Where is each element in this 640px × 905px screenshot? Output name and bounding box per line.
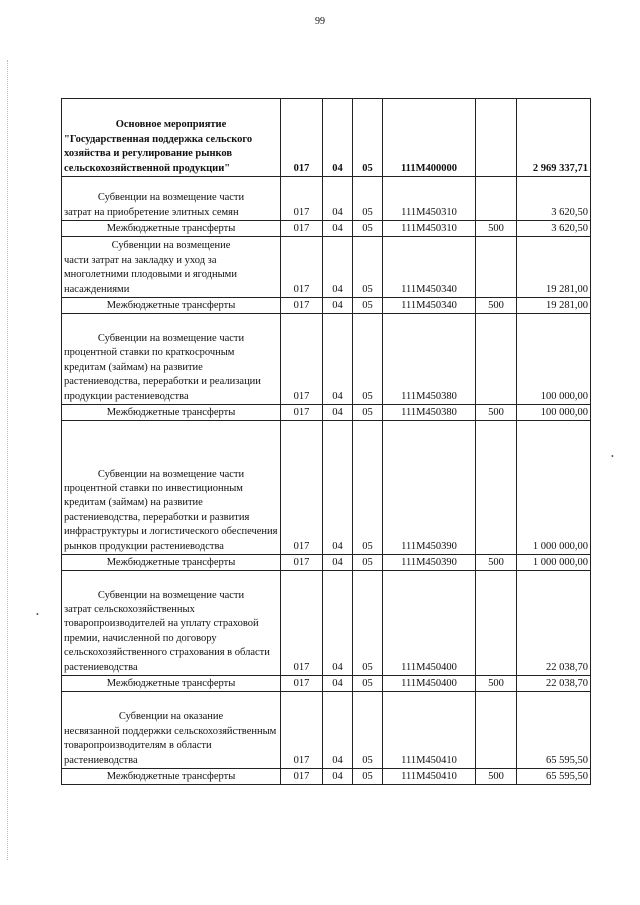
- cell-gr: 017: [281, 421, 323, 555]
- table-row: [62, 177, 591, 221]
- cell-pr: 05: [353, 555, 383, 571]
- cell-vr: 500: [476, 405, 517, 421]
- cell-gr: 017: [281, 99, 323, 177]
- row-description: [62, 221, 281, 237]
- cell-vr: 500: [476, 769, 517, 785]
- cell-gr: 017: [281, 221, 323, 237]
- cell-vr: 500: [476, 221, 517, 237]
- table-row: [62, 314, 591, 405]
- cell-csr: 111M450380: [383, 405, 476, 421]
- cell-rz: 04: [323, 314, 353, 405]
- row-description: [62, 769, 281, 785]
- cell-rz: 04: [323, 298, 353, 314]
- cell-gr: 017: [281, 298, 323, 314]
- cell-rz: 04: [323, 221, 353, 237]
- row-description: [62, 177, 281, 221]
- cell-pr: 05: [353, 676, 383, 692]
- cell-rz: 04: [323, 769, 353, 785]
- cell-vr: 500: [476, 298, 517, 314]
- cell-amount: 65 595,50: [517, 769, 591, 785]
- row-description-lead: Межбюджетные трансферты: [106, 406, 236, 418]
- row-description: [62, 99, 281, 177]
- cell-csr: 111M450400: [383, 676, 476, 692]
- row-description-lead: Субвенции на возмещение: [111, 240, 231, 252]
- cell-pr: 05: [353, 221, 383, 237]
- cell-vr: [476, 314, 517, 405]
- cell-rz: 04: [323, 421, 353, 555]
- cell-amount: 22 038,70: [517, 571, 591, 676]
- cell-rz: 04: [323, 405, 353, 421]
- cell-gr: 017: [281, 676, 323, 692]
- row-description-lead: Субвенции на возмещение части: [97, 332, 245, 344]
- row-description: [62, 676, 281, 692]
- cell-amount: 3 620,50: [517, 177, 591, 221]
- cell-rz: 04: [323, 99, 353, 177]
- cell-gr: 017: [281, 405, 323, 421]
- row-description: [62, 314, 281, 405]
- row-description-text: процентной ставки по инвестиционным кредитам (займам) на развитие растениеводства, переработки и развития инфраструктуры и логистического обеспечения рынков продукции растениеводства: [64, 482, 278, 552]
- page-number: 99: [315, 16, 325, 27]
- cell-amount: 19 281,00: [517, 237, 591, 298]
- cell-vr: [476, 571, 517, 676]
- cell-vr: 500: [476, 676, 517, 692]
- table-row: [62, 571, 591, 676]
- row-description: [62, 237, 281, 298]
- cell-rz: 04: [323, 692, 353, 769]
- row-description-lead: Основное мероприятие: [115, 119, 227, 131]
- row-description-text: затрат на приобретение элитных семян: [64, 206, 239, 218]
- cell-rz: 04: [323, 177, 353, 221]
- row-description-lead: Межбюджетные трансферты: [106, 770, 236, 782]
- table-row: [62, 298, 591, 314]
- table-row: [62, 221, 591, 237]
- cell-csr: 111M450340: [383, 298, 476, 314]
- cell-csr: 111M400000: [383, 99, 476, 177]
- cell-vr: 500: [476, 555, 517, 571]
- row-description-lead: Межбюджетные трансферты: [106, 299, 236, 311]
- row-description-lead: Субвенции на оказание: [118, 711, 224, 723]
- cell-amount: 22 038,70: [517, 676, 591, 692]
- cell-amount: 3 620,50: [517, 221, 591, 237]
- cell-rz: 04: [323, 237, 353, 298]
- row-description: [62, 298, 281, 314]
- cell-vr: [476, 421, 517, 555]
- row-description: [62, 555, 281, 571]
- row-description: [62, 405, 281, 421]
- row-description-lead: Межбюджетные трансферты: [106, 677, 236, 689]
- table-row: [62, 692, 591, 769]
- cell-amount: 1 000 000,00: [517, 421, 591, 555]
- cell-gr: 017: [281, 314, 323, 405]
- row-description-lead: Субвенции на возмещение части: [97, 589, 245, 601]
- row-description: [62, 421, 281, 555]
- cell-gr: 017: [281, 237, 323, 298]
- table-row: [62, 769, 591, 785]
- scan-speck: •: [36, 610, 39, 619]
- table-row: [62, 555, 591, 571]
- row-description-text: несвязанной поддержки сельскохозяйственным товаропроизводителям в области растениеводства: [64, 725, 277, 766]
- table-row: [62, 99, 591, 177]
- cell-pr: 05: [353, 99, 383, 177]
- row-description-text: затрат сельскохозяйственных товаропроизводителей на уплату страховой премии, начисленной по договору сельскохозяйственного страхования в области растениеводства: [64, 603, 270, 673]
- row-description-lead: Межбюджетные трансферты: [106, 222, 236, 234]
- cell-amount: 65 595,50: [517, 692, 591, 769]
- cell-vr: [476, 237, 517, 298]
- cell-pr: 05: [353, 237, 383, 298]
- cell-pr: 05: [353, 298, 383, 314]
- table-row: [62, 237, 591, 298]
- cell-amount: 19 281,00: [517, 298, 591, 314]
- cell-amount: 100 000,00: [517, 405, 591, 421]
- table-row: [62, 421, 591, 555]
- table-body: [62, 99, 591, 785]
- cell-gr: 017: [281, 769, 323, 785]
- cell-pr: 05: [353, 769, 383, 785]
- cell-csr: 111M450390: [383, 421, 476, 555]
- table-row: [62, 676, 591, 692]
- cell-pr: 05: [353, 692, 383, 769]
- cell-csr: 111M450310: [383, 221, 476, 237]
- row-description-lead: Межбюджетные трансферты: [106, 556, 236, 568]
- row-description-text: процентной ставки по краткосрочным кредитам (займам) на развитие растениеводства, переработки и реализации продукции растениеводства: [64, 347, 261, 402]
- cell-vr: [476, 177, 517, 221]
- row-description-text: "Государственная поддержка сельского хозяйства и регулирование рынков сельскохозяйственной продукции": [64, 133, 253, 174]
- cell-pr: 05: [353, 177, 383, 221]
- cell-vr: [476, 99, 517, 177]
- row-description: [62, 692, 281, 769]
- cell-gr: 017: [281, 692, 323, 769]
- cell-amount: 1 000 000,00: [517, 555, 591, 571]
- cell-amount: 2 969 337,71: [517, 99, 591, 177]
- row-description-lead: Субвенции на возмещение части: [97, 468, 245, 480]
- cell-gr: 017: [281, 571, 323, 676]
- cell-rz: 04: [323, 571, 353, 676]
- cell-csr: 111M450400: [383, 571, 476, 676]
- table-row: [62, 405, 591, 421]
- cell-pr: 05: [353, 405, 383, 421]
- cell-vr: [476, 692, 517, 769]
- cell-pr: 05: [353, 421, 383, 555]
- cell-amount: 100 000,00: [517, 314, 591, 405]
- cell-csr: 111M450340: [383, 237, 476, 298]
- cell-csr: 111M450410: [383, 769, 476, 785]
- cell-rz: 04: [323, 676, 353, 692]
- row-description-lead: Субвенции на возмещение части: [97, 192, 245, 204]
- cell-rz: 04: [323, 555, 353, 571]
- cell-gr: 017: [281, 555, 323, 571]
- scan-speck: •: [611, 452, 614, 461]
- cell-csr: 111M450310: [383, 177, 476, 221]
- cell-gr: 017: [281, 177, 323, 221]
- cell-csr: 111M450380: [383, 314, 476, 405]
- cell-csr: 111M450390: [383, 555, 476, 571]
- row-description: [62, 571, 281, 676]
- cell-pr: 05: [353, 571, 383, 676]
- budget-table: [61, 98, 591, 785]
- row-description-text: части затрат на закладку и уход за многолетними плодовыми и ягодными насаждениями: [64, 254, 237, 295]
- cell-pr: 05: [353, 314, 383, 405]
- cell-csr: 111M450410: [383, 692, 476, 769]
- scan-margin-line: [7, 60, 8, 860]
